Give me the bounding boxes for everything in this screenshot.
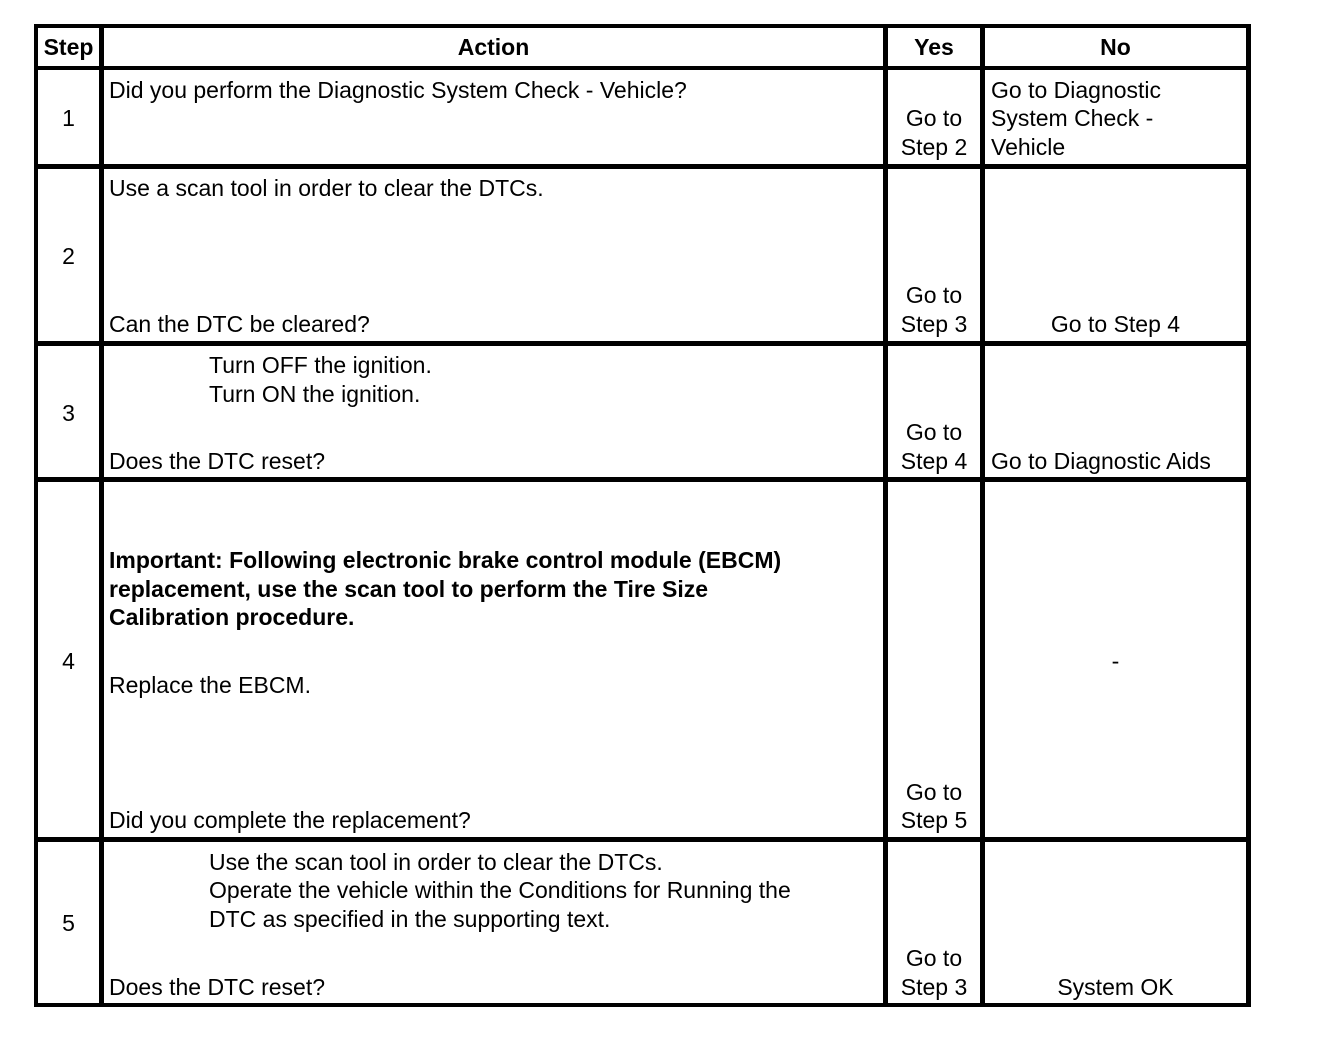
action-question: Can the DTC be cleared?	[109, 311, 370, 337]
row-divider	[34, 477, 1251, 482]
table-border-right	[1246, 24, 1251, 1007]
yes-text: Step 5	[900, 807, 968, 833]
no-text: System OK	[1057, 974, 1174, 1000]
no-text: Go to Diagnostic Aids	[991, 448, 1211, 474]
action-text: Use a scan tool in order to clear the DTCs.	[109, 175, 544, 201]
action-question: Does the DTC reset?	[109, 448, 326, 474]
yes-text: Go to	[905, 419, 963, 445]
no-text: Go to Step 4	[1050, 311, 1181, 337]
header-no: No	[1100, 34, 1131, 60]
row-divider	[34, 164, 1251, 169]
yes-text: Go to	[905, 945, 963, 971]
table-border-bottom	[34, 1003, 1251, 1007]
header-yes: Yes	[914, 34, 954, 60]
header-action: Action	[457, 34, 530, 60]
yes-text: Go to	[905, 282, 963, 308]
table-border-left	[34, 24, 38, 1007]
yes-text: Step 3	[900, 974, 968, 1000]
column-divider	[883, 24, 888, 1007]
no-text: Vehicle	[991, 134, 1066, 160]
action-question: Does the DTC reset?	[109, 974, 326, 1000]
action-text-indented: DTC as specified in the supporting text.	[209, 906, 611, 932]
header-divider	[34, 66, 1251, 70]
yes-text: Step 4	[900, 448, 968, 474]
action-text-indented: Turn ON the ignition.	[209, 381, 421, 407]
no-text: -	[1111, 648, 1120, 674]
action-text-indented: Operate the vehicle within the Conditions for Running the	[209, 877, 791, 903]
table-border-top	[34, 24, 1251, 28]
step-number: 4	[62, 648, 75, 674]
row-divider	[34, 837, 1251, 842]
step-number: 3	[62, 400, 75, 426]
column-divider	[980, 24, 985, 1007]
action-text-indented: Turn OFF the ignition.	[209, 352, 432, 378]
action-question: Did you complete the replacement?	[109, 807, 471, 833]
no-text: System Check -	[991, 105, 1154, 131]
column-divider	[99, 24, 104, 1007]
yes-text: Step 3	[900, 311, 968, 337]
action-text-indented: Use the scan tool in order to clear the DTCs.	[209, 849, 663, 875]
action-text: Replace the EBCM.	[109, 672, 311, 698]
row-divider	[34, 341, 1251, 346]
step-number: 5	[62, 910, 75, 936]
yes-text: Step 2	[900, 134, 968, 160]
no-text: Go to Diagnostic	[991, 77, 1162, 103]
important-note: Important: Following electronic brake control module (EBCM)	[109, 547, 782, 573]
important-note: replacement, use the scan tool to perform the Tire Size	[109, 576, 709, 602]
step-number: 1	[62, 105, 75, 131]
yes-text: Go to	[905, 105, 963, 131]
step-number: 2	[62, 243, 75, 269]
yes-text: Go to	[905, 779, 963, 805]
action-text: Did you perform the Diagnostic System Check - Vehicle?	[109, 77, 687, 103]
important-note: Calibration procedure.	[109, 604, 355, 630]
header-step: Step	[43, 34, 94, 60]
